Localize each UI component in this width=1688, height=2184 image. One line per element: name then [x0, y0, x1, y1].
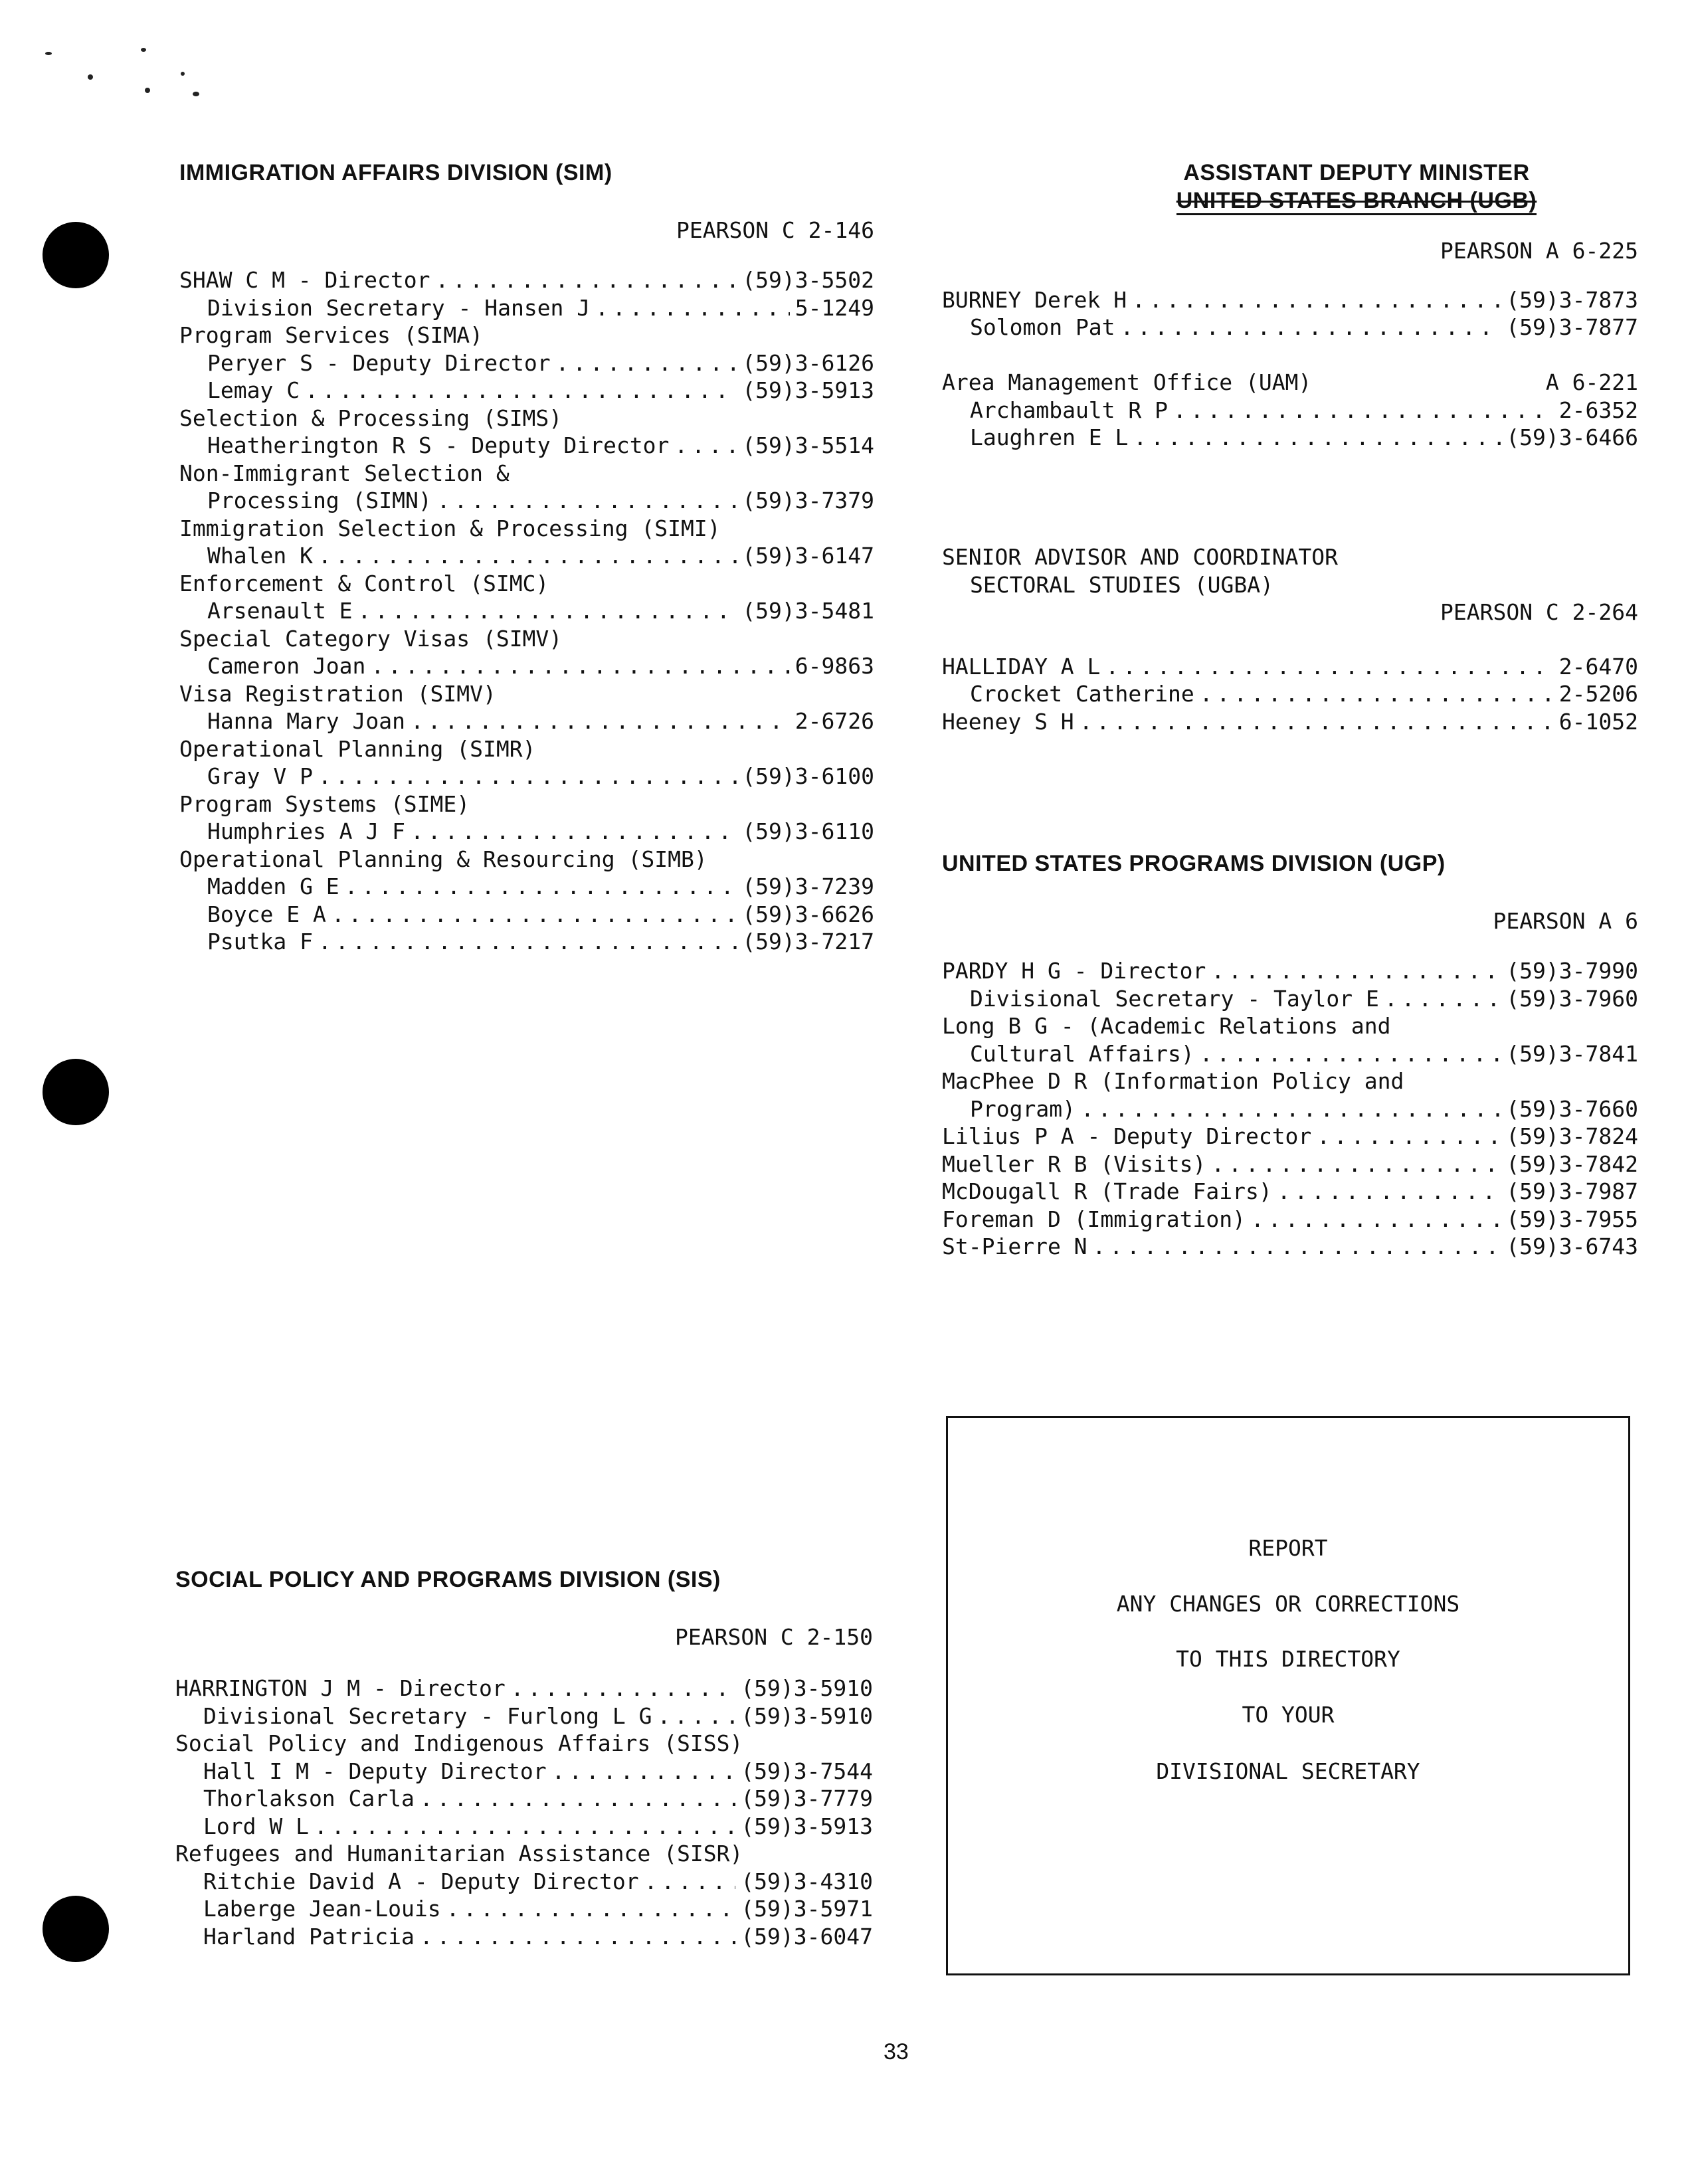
- entry-name: Thorlakson Carla: [203, 1785, 415, 1811]
- dot-leader: [1200, 1040, 1501, 1068]
- directory-entry: [179, 901, 874, 929]
- entry-name: Laughren E L: [970, 424, 1129, 450]
- dot-leader: [511, 1675, 736, 1702]
- directory-entry: [179, 266, 874, 294]
- entry-name: Whalen K: [207, 543, 313, 569]
- dot-leader: [1211, 1150, 1501, 1178]
- group-label: Social Policy and Indigenous Affairs (SISS): [175, 1730, 743, 1756]
- directory-entry: [175, 1923, 873, 1951]
- punch-hole-middle: [43, 1059, 109, 1125]
- dot-leader: [345, 873, 737, 901]
- ugba-title: SENIOR ADVISOR AND COORDINATOR: [942, 544, 1339, 570]
- entry-phone: (59)3-6047: [741, 1923, 873, 1950]
- entry-phone: (59)3-5913: [742, 377, 874, 403]
- directory-entry: [179, 487, 874, 515]
- group-label: Special Category Visas (SIMV): [179, 625, 563, 652]
- entry-phone: (59)3-7824: [1506, 1123, 1638, 1149]
- directory-entry: [942, 957, 1638, 985]
- entry-name: Archambault R P: [970, 397, 1169, 423]
- dot-leader: [1173, 397, 1554, 424]
- group-label: Operational Planning (SIMR): [179, 735, 536, 762]
- dot-leader: [331, 901, 737, 929]
- entry-phone: (59)3-6147: [742, 543, 874, 569]
- entry-name: Heatherington R S - Deputy Director: [207, 432, 670, 458]
- entry-name: Program): [970, 1095, 1076, 1122]
- notice-line-to-your: TO YOUR: [1242, 1702, 1335, 1728]
- entry-name: SHAW C M - Director: [179, 267, 430, 293]
- dot-leader: [1384, 985, 1501, 1013]
- entry-name: Cultural Affairs): [970, 1040, 1194, 1067]
- ugp-list: [942, 957, 1638, 1261]
- entry-phone: 2-6352: [1558, 397, 1638, 423]
- entry-name: Crocket Catherine: [970, 681, 1194, 707]
- ugb-heading-title: ASSISTANT DEPUTY MINISTER: [1183, 160, 1530, 185]
- directory-entry: [175, 1868, 873, 1896]
- dot-leader: [1093, 1233, 1501, 1261]
- dot-leader: [358, 597, 737, 625]
- directory-entry: [175, 1675, 873, 1702]
- directory-entry: [942, 708, 1638, 736]
- ugp-location: PEARSON A 6: [1493, 907, 1638, 934]
- entry-phone: (59)3-5913: [741, 1813, 873, 1839]
- punch-hole-top: [43, 222, 109, 288]
- dot-leader: [1317, 1123, 1501, 1150]
- entry-phone: (59)3-7779: [741, 1785, 873, 1811]
- notice-line-secretary: DIVISIONAL SECRETARY: [1156, 1758, 1420, 1784]
- dot-leader: [552, 1758, 736, 1785]
- page-number: 33: [884, 2039, 909, 2064]
- entry-phone: (59)3-7877: [1506, 314, 1638, 340]
- directory-entry: [942, 1233, 1638, 1261]
- entry-phone: (59)3-4310: [741, 1868, 873, 1894]
- entry-name: HARRINGTON J M - Director: [175, 1675, 506, 1701]
- group-label: Immigration Selection & Processing (SIMI): [179, 515, 721, 541]
- directory-entry: [175, 1785, 873, 1813]
- scan-speck: [181, 72, 185, 76]
- uam-list: [942, 397, 1638, 452]
- dot-leader: [1105, 653, 1553, 681]
- directory-entry: [942, 653, 1638, 681]
- directory-entry: [942, 1123, 1638, 1150]
- dot-leader: [305, 377, 737, 405]
- dot-leader: [1133, 424, 1501, 452]
- directory-entry: [942, 1040, 1638, 1068]
- entry-phone: (59)3-7239: [742, 873, 874, 899]
- scan-speck: [145, 88, 150, 93]
- group-label: Program Systems (SIME): [179, 790, 470, 817]
- directory-entry: [179, 763, 874, 790]
- entry-phone: (59)3-7960: [1506, 985, 1638, 1012]
- directory-entry: [179, 294, 874, 322]
- directory-entry: [179, 652, 874, 680]
- directory-entry: [179, 818, 874, 846]
- ugba-subtitle: SECTORAL STUDIES (UGBA): [970, 571, 1273, 598]
- scan-speck: [193, 92, 199, 96]
- entry-phone: (59)3-7217: [742, 929, 874, 955]
- directory-entry: [175, 1895, 873, 1923]
- entry-phone: (59)3-5971: [741, 1896, 873, 1922]
- entry-phone: 2-6470: [1558, 653, 1638, 680]
- entry-name: Foreman D (Immigration): [942, 1206, 1246, 1232]
- dot-leader: [556, 349, 737, 377]
- entry-phone: 2-5206: [1558, 681, 1638, 707]
- notice-line-report: REPORT: [1248, 1535, 1328, 1561]
- entry-name: Hall I M - Deputy Director: [203, 1758, 547, 1784]
- sis-heading: SOCIAL POLICY AND PROGRAMS DIVISION (SIS): [175, 1567, 721, 1592]
- entry-phone: 5-1249: [795, 294, 874, 321]
- directory-entry: [175, 1702, 873, 1730]
- directory-entry: [942, 397, 1638, 424]
- entry-phone: 2-6726: [795, 708, 874, 734]
- entry-name: BURNEY Derek H: [942, 286, 1127, 313]
- directory-entry: [942, 1150, 1638, 1178]
- entry-name: Divisional Secretary - Furlong L G: [203, 1702, 652, 1729]
- entry-name: Heeney S H: [942, 708, 1074, 735]
- dot-leader: [1132, 286, 1501, 314]
- entry-name: PARDY H G - Director: [942, 958, 1206, 984]
- punch-hole-bottom: [43, 1896, 109, 1962]
- entry-phone: (59)3-6743: [1506, 1233, 1638, 1259]
- group-label: MacPhee D R (Information Policy and: [942, 1068, 1404, 1094]
- entry-name: Solomon Pat: [970, 314, 1115, 340]
- entry-name: Processing (SIMN): [207, 488, 432, 513]
- directory-entry: [179, 928, 874, 956]
- entry-phone: (59)3-7544: [741, 1758, 873, 1784]
- dot-leader: [318, 763, 737, 790]
- dot-leader: [420, 1923, 735, 1951]
- ugba-list: [942, 653, 1638, 736]
- group-label: Operational Planning & Resourcing (SIMB): [179, 846, 707, 872]
- entry-name: Boyce E A: [207, 901, 326, 927]
- dot-leader: [411, 707, 790, 735]
- directory-entry: [179, 349, 874, 377]
- entry-phone: (59)3-6126: [742, 349, 874, 376]
- dot-leader: [436, 266, 737, 294]
- entry-name: Lemay C: [207, 377, 300, 403]
- uam-label: Area Management Office (UAM): [942, 369, 1312, 395]
- sim-section: [179, 159, 874, 956]
- sis-section: [175, 1566, 873, 1950]
- entry-phone: (59)3-7873: [1506, 286, 1638, 313]
- directory-entry: [942, 1178, 1638, 1206]
- dot-leader: [674, 432, 737, 460]
- group-label: Non-Immigrant Selection &: [179, 460, 510, 486]
- entry-phone: (59)3-6466: [1506, 424, 1638, 450]
- dot-leader: [446, 1895, 736, 1923]
- directory-entry: [179, 597, 874, 625]
- directory-entry: [942, 985, 1638, 1013]
- scan-speck: [88, 74, 93, 80]
- sim-location: PEARSON C 2-146: [676, 217, 874, 243]
- ugb-list: [942, 286, 1638, 341]
- entry-phone: (59)3-6110: [742, 818, 874, 844]
- notice-line-directory: TO THIS DIRECTORY: [1176, 1646, 1400, 1672]
- directory-entry: [942, 314, 1638, 341]
- ugba-section: [942, 543, 1638, 735]
- sim-heading: IMMIGRATION AFFAIRS DIVISION (SIM): [179, 160, 612, 185]
- group-label: Visa Registration (SIMV): [179, 680, 496, 707]
- entry-name: Laberge Jean-Louis: [203, 1896, 441, 1922]
- directory-entry: [175, 1758, 873, 1785]
- entry-name: Peryer S - Deputy Director: [207, 349, 551, 376]
- entry-phone: (59)3-6626: [742, 901, 874, 927]
- dot-leader: [1251, 1206, 1501, 1233]
- sis-list: [175, 1675, 873, 1950]
- directory-entry: [179, 873, 874, 901]
- entry-phone: (59)3-5502: [742, 267, 874, 293]
- group-label: Refugees and Humanitarian Assistance (SISR): [175, 1841, 743, 1866]
- group-label: Selection & Processing (SIMS): [179, 405, 563, 431]
- entry-name: Lord W L: [203, 1813, 309, 1839]
- group-label: Long B G - (Academic Relations and: [942, 1013, 1391, 1039]
- notice-line-changes: ANY CHANGES OR CORRECTIONS: [1116, 1591, 1460, 1617]
- entry-name: St-Pierre N: [942, 1233, 1087, 1259]
- ugb-section: [942, 159, 1638, 452]
- dot-leader: [411, 818, 737, 846]
- entry-name: Cameron Joan: [207, 653, 366, 679]
- entry-name: Ritchie David A - Deputy Director: [203, 1868, 639, 1894]
- ugp-heading: UNITED STATES PROGRAMS DIVISION (UGP): [942, 851, 1446, 876]
- entry-phone: (59)3-7955: [1506, 1206, 1638, 1232]
- entry-phone: (59)3-7987: [1506, 1178, 1638, 1204]
- dot-leader: [1081, 1095, 1501, 1123]
- entry-name: HALLIDAY A L: [942, 653, 1101, 680]
- dot-leader: [318, 928, 737, 956]
- dot-leader: [314, 1813, 735, 1841]
- directory-entry: [942, 286, 1638, 314]
- entry-name: Psutka F: [207, 929, 313, 955]
- dot-leader: [595, 294, 790, 322]
- entry-phone: (59)3-5910: [741, 1702, 873, 1729]
- dot-leader: [371, 652, 789, 680]
- entry-phone: (59)3-7660: [1506, 1095, 1638, 1122]
- ugp-section: [942, 850, 1638, 1261]
- entry-phone: 6-9863: [795, 653, 874, 679]
- directory-entry: [942, 424, 1638, 452]
- dot-leader: [658, 1702, 736, 1730]
- uam-location: A 6-221: [1545, 369, 1638, 395]
- ugb-location: PEARSON A 6-225: [1440, 238, 1638, 264]
- group-label: Program Services (SIMA): [179, 322, 483, 348]
- entry-phone: (59)3-5910: [741, 1675, 873, 1701]
- dot-leader: [1211, 957, 1501, 985]
- group-label: Enforcement & Control (SIMC): [179, 570, 549, 596]
- dot-leader: [1200, 680, 1554, 708]
- directory-entry: [179, 432, 874, 460]
- directory-entry: [942, 1095, 1638, 1123]
- entry-phone: (59)3-7842: [1506, 1150, 1638, 1177]
- entry-name: McDougall R (Trade Fairs): [942, 1178, 1272, 1204]
- entry-phone: (59)3-7379: [742, 488, 874, 513]
- entry-phone: 6-1052: [1558, 708, 1638, 735]
- entry-name: Division Secretary - Hansen J: [207, 294, 591, 321]
- dot-leader: [437, 487, 737, 515]
- entry-name: Hanna Mary Joan: [207, 708, 406, 734]
- entry-name: Mueller R B (Visits): [942, 1150, 1206, 1177]
- scan-speck: [45, 52, 52, 55]
- entry-phone: (59)3-7841: [1506, 1040, 1638, 1067]
- entry-name: Divisional Secretary - Taylor E: [970, 985, 1379, 1012]
- directory-entry: [179, 542, 874, 570]
- dot-leader: [644, 1868, 736, 1896]
- dot-leader: [1121, 314, 1501, 341]
- dot-leader: [1079, 708, 1554, 736]
- directory-entry: [942, 1206, 1638, 1233]
- directory-entry: [179, 707, 874, 735]
- entry-phone: (59)3-7990: [1506, 958, 1638, 984]
- entry-phone: (59)3-5514: [742, 432, 874, 458]
- dot-leader: [318, 542, 737, 570]
- notice-box: [946, 1416, 1630, 1975]
- entry-name: Arsenault E: [207, 598, 353, 624]
- directory-entry: [175, 1813, 873, 1841]
- ugb-heading-branch: UNITED STATES BRANCH (UGB): [1176, 188, 1537, 215]
- entry-phone: (59)3-6100: [742, 763, 874, 789]
- uam-row: [942, 369, 1638, 397]
- entry-phone: (59)3-5481: [742, 598, 874, 624]
- ugba-location: PEARSON C 2-264: [1440, 599, 1638, 625]
- entry-name: Madden G E: [207, 873, 339, 899]
- dot-leader: [420, 1785, 735, 1813]
- sim-list: [179, 266, 874, 956]
- dot-leader: [1277, 1178, 1501, 1206]
- sis-location: PEARSON C 2-150: [674, 1623, 873, 1650]
- entry-name: Harland Patricia: [203, 1923, 415, 1950]
- entry-name: Gray V P: [207, 763, 313, 789]
- scan-speck: [141, 48, 146, 52]
- entry-name: Humphries A J F: [207, 818, 406, 844]
- directory-entry: [942, 680, 1638, 708]
- entry-name: Lilius P A - Deputy Director: [942, 1123, 1312, 1149]
- directory-entry: [179, 377, 874, 405]
